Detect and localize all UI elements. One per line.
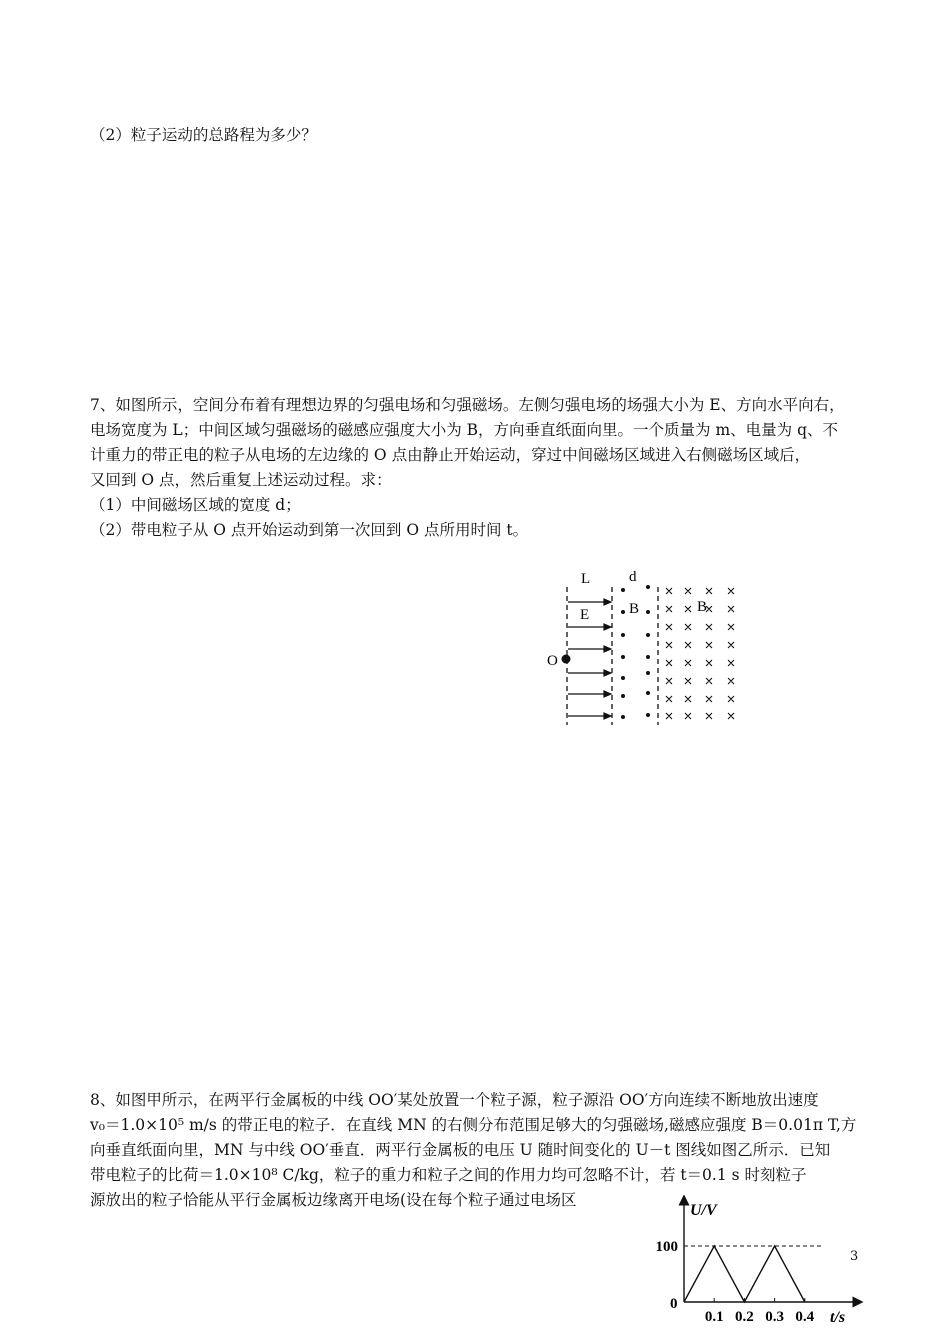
origin-label: 0 — [670, 1296, 678, 1312]
q8-line-4: 带电粒子的比荷＝1.0×10⁸ C/kg，粒子的重力和粒子之间的作用力均可忽略不计，若 t＝0.1 s 时刻粒子 — [90, 1166, 807, 1184]
x-tick-label: 0.1 — [704, 1309, 724, 1325]
q8-line-5: 源放出的粒子恰能从平行金属板边缘离开电场(设在每个粒子通过电场区 — [90, 1191, 577, 1209]
label-B-right: B — [697, 599, 708, 615]
q7-field-diagram — [540, 565, 750, 730]
q7-part2: （2）带电粒子从 O 点开始运动到第一次回到 O 点所用时间 t。 — [90, 521, 529, 539]
particle-O — [562, 655, 571, 664]
label-d: d — [629, 569, 637, 585]
q7-line-4: 又回到 O 点，然后重复上述运动过程。求： — [90, 471, 392, 489]
label-O: O — [547, 653, 558, 669]
label-E: E — [580, 607, 590, 623]
q6-part2: （2）粒子运动的总路程为多少？ — [90, 126, 317, 144]
q7-line-2: 电场宽度为 L；中间区域匀强磁场的磁感应强度大小为 B，方向垂直纸面向里。一个质量为 m、电量为 q、不 — [90, 421, 839, 439]
q8-line-1: 8、如图甲所示，在两平行金属板的中线 OO′某处放置一个粒子源，粒子源沿 OO′方向连续不断地放出速度 — [90, 1091, 819, 1109]
q8-line-3: 向垂直纸面向里，MN 与中线 OO′垂直．两平行金属板的电压 U 随时间变化的 U－t 图线如图乙所示．已知 — [90, 1141, 831, 1159]
x-axis-label: t/s — [830, 1309, 846, 1326]
series-line — [684, 1246, 805, 1302]
x-tick-label: 0.2 — [735, 1309, 754, 1325]
q7-line-3: 计重力的带正电的粒子从电场的左边缘的 O 点由静止开始运动，穿过中间磁场区域进入右侧磁场区域后， — [90, 446, 811, 464]
q7-part1: （1）中间磁场区域的宽度 d； — [90, 496, 301, 514]
x-tick-label: 0.3 — [765, 1309, 784, 1325]
x-tick-label: 0.4 — [795, 1309, 815, 1325]
label-L: L — [581, 571, 591, 587]
q8-line-2: v₀＝1.0×10⁵ m/s 的带正电的粒子．在直线 MN 的右侧分布范围足够大的匀强磁场,磁感应强度 B＝0.01π T,方 — [90, 1116, 857, 1134]
electric-field-arrows — [568, 599, 611, 719]
label-B-middle: B — [629, 601, 640, 617]
y-axis-label: U/V — [690, 1202, 717, 1219]
q7-line-1: 7、如图所示，空间分布着有理想边界的匀强电场和匀强磁场。左侧匀强电场的场强大小为 E、方向水平向右， — [90, 396, 845, 414]
u-t-chart — [640, 1195, 870, 1344]
page-number: 3 — [850, 1249, 859, 1264]
y-tick-label: 100 — [655, 1239, 678, 1255]
